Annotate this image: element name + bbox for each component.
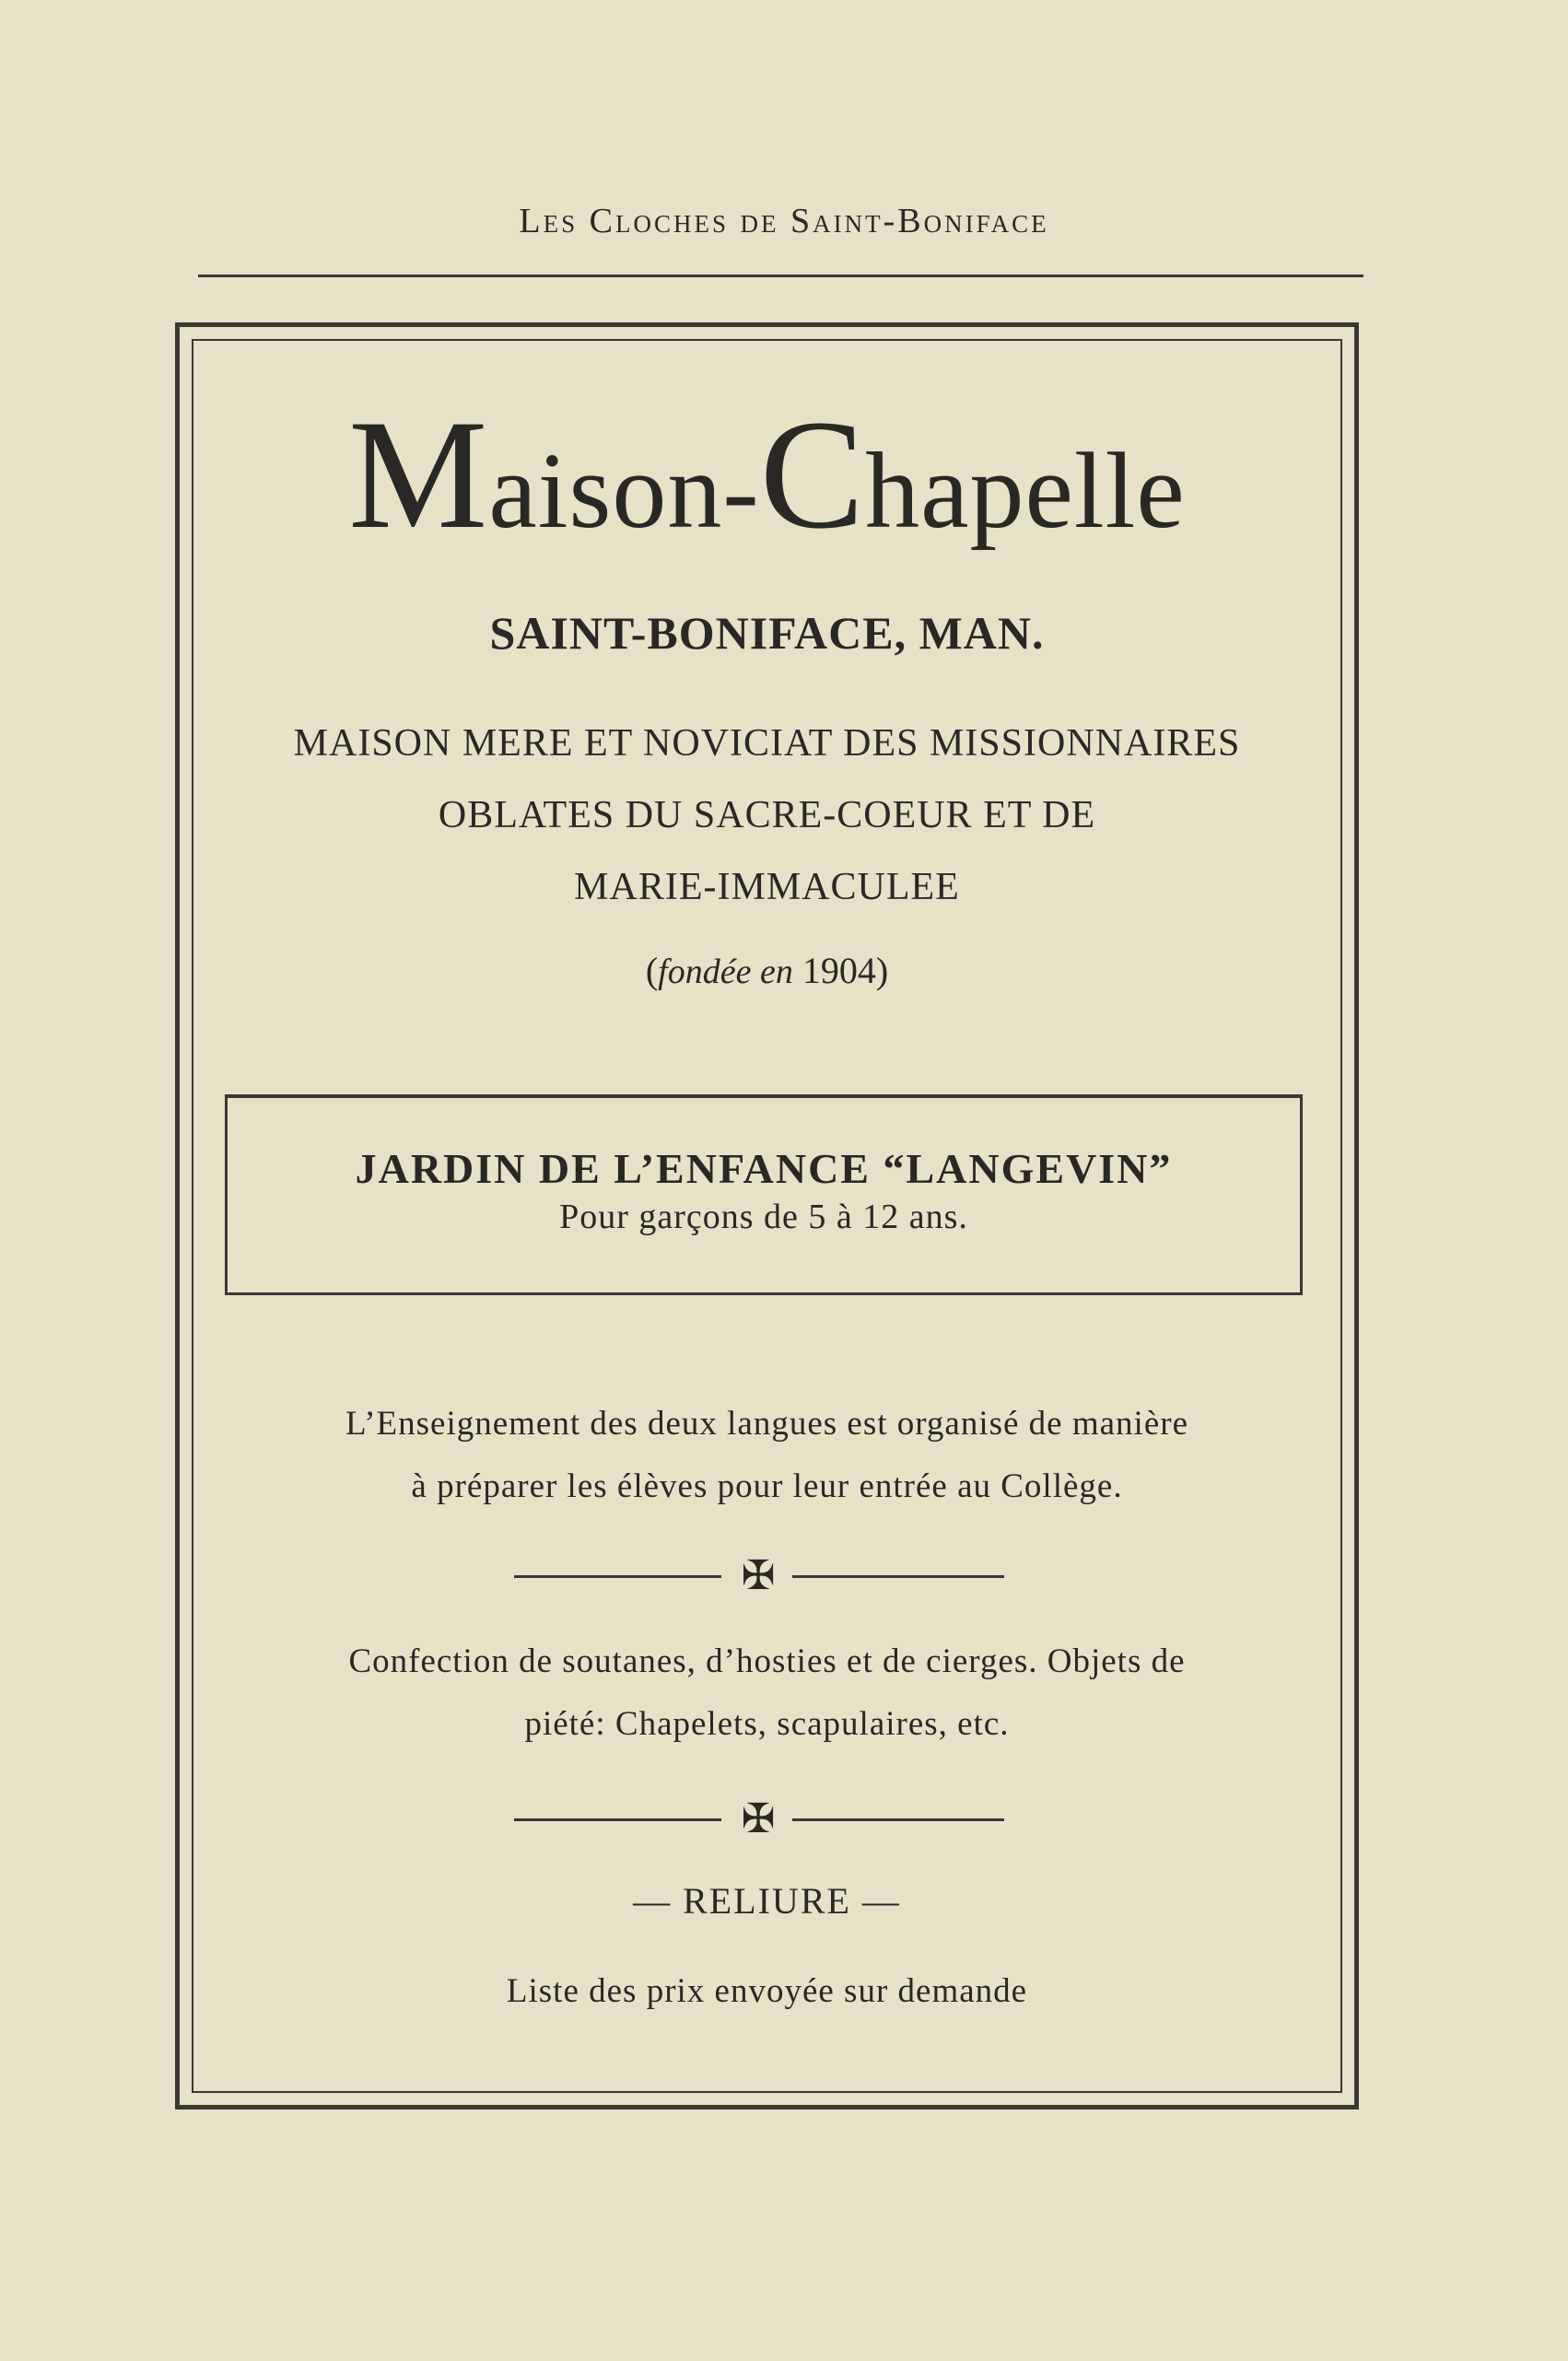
founded-year: 1904	[802, 950, 876, 991]
kindergarten-title: JARDIN DE L’ENFANCE “LANGEVIN”	[355, 1145, 1173, 1192]
title-initial-c: C	[759, 388, 866, 561]
business-title	[192, 388, 1342, 561]
running-head: Les Cloches de Saint-Boniface	[519, 202, 1049, 240]
goods-paragraph	[192, 1630, 1342, 1756]
founded-label: fondée en	[658, 953, 793, 991]
ornament-divider	[192, 1798, 1342, 1844]
teaching-line: L’Enseignement des deux langues est organisé de manière	[345, 1405, 1188, 1443]
divider-line-right	[792, 1818, 1004, 1821]
ornament-divider	[192, 1555, 1342, 1601]
mission-line: MAISON MERE ET NOVICIAT DES MISSIONNAIRES	[293, 722, 1241, 765]
teaching-line: à préparer les élèves pour leur entrée au Collège.	[411, 1467, 1123, 1505]
bookbinding-heading: — RELIURE —	[633, 1880, 901, 1922]
title-part-1: aison-	[488, 430, 760, 551]
divider-line-left	[514, 1818, 721, 1821]
divider-line-right	[792, 1575, 1004, 1578]
title-part-2: hapelle	[865, 430, 1186, 551]
header-rule	[198, 275, 1363, 277]
mission-line: MARIE-IMMACULEE	[574, 866, 960, 908]
founded-close-paren: )	[875, 950, 889, 991]
mission-line: OBLATES DU SACRE-COEUR ET DE	[438, 794, 1096, 836]
kindergarten-box	[225, 1094, 1303, 1295]
cross-ornament-icon: ✠	[741, 1796, 776, 1841]
price-list-note: Liste des prix envoyée sur demande	[506, 1972, 1028, 2010]
founded-open-paren: (	[645, 950, 659, 991]
goods-line: Confection de soutanes, d’hosties et de cierges. Objets de	[348, 1642, 1186, 1680]
teaching-paragraph	[192, 1393, 1342, 1518]
city-heading: SAINT-BONIFACE, MAN.	[489, 607, 1045, 659]
divider-line-left	[514, 1575, 721, 1578]
goods-line: piété: Chapelets, scapulaires, etc.	[524, 1705, 1010, 1743]
mission-description	[192, 707, 1342, 923]
founded-note	[192, 949, 1342, 992]
cross-ornament-icon: ✠	[741, 1553, 776, 1598]
kindergarten-subtitle: Pour garçons de 5 à 12 ans.	[559, 1198, 968, 1236]
title-initial-m: M	[348, 388, 489, 561]
